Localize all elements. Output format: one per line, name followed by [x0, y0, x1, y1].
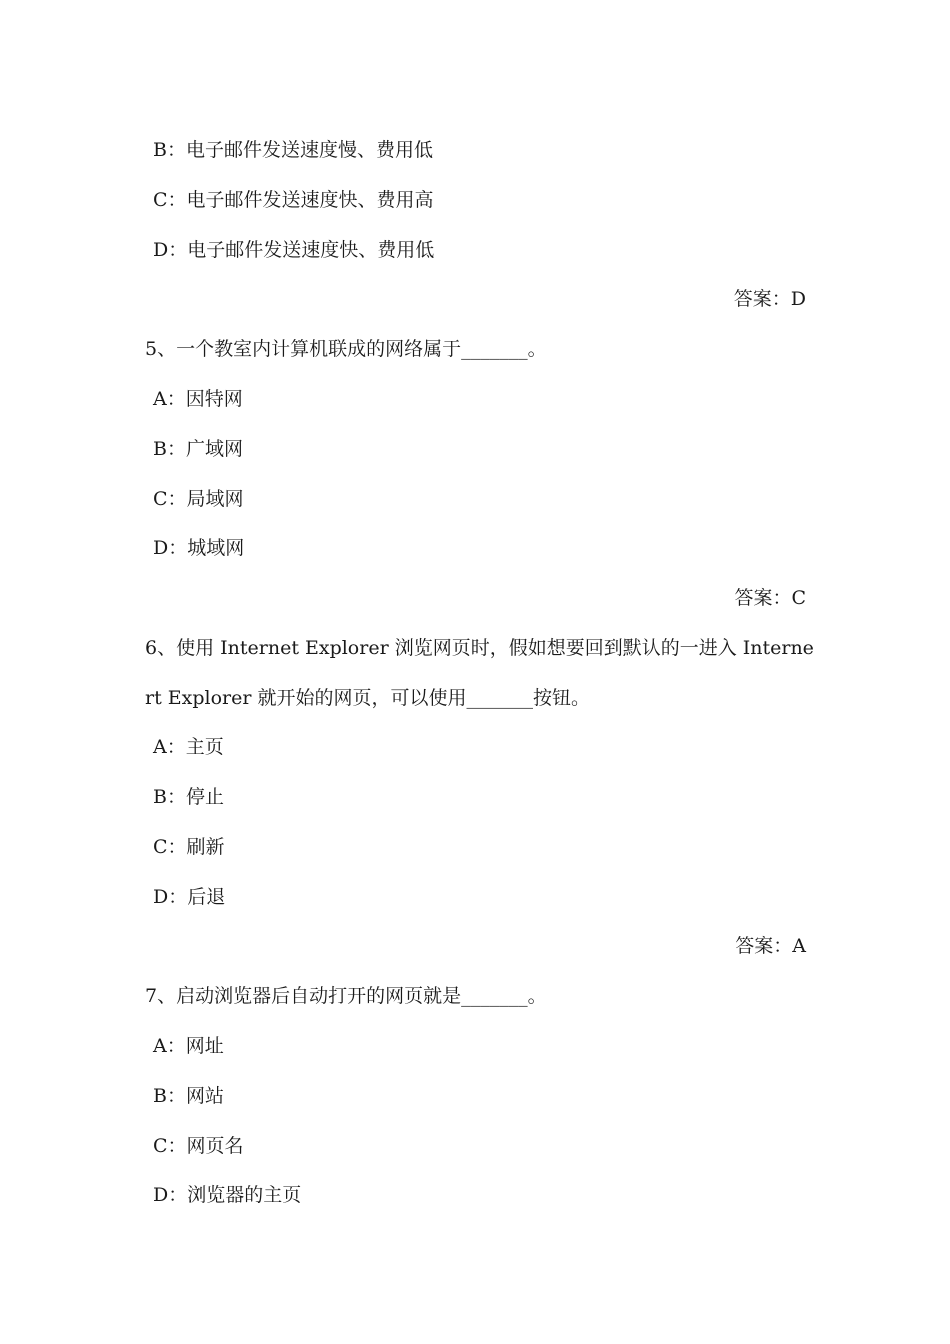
q4-answer: 答案：D: [733, 288, 806, 310]
q4-option-b: B：电子邮件发送速度慢、费用低: [153, 139, 433, 161]
q6-option-c: C：刷新: [153, 836, 225, 858]
q5-answer: 答案：C: [734, 587, 806, 609]
q6-question-line2: rt Explorer 就开始的网页，可以使用_______按钮。: [145, 687, 590, 709]
q7-question: 7、启动浏览器后自动打开的网页就是_______。: [145, 985, 547, 1007]
q7-option-b: B：网站: [153, 1085, 224, 1107]
q6-option-b: B：停止: [153, 786, 224, 808]
q5-option-d: D：城域网: [153, 537, 245, 559]
q6-option-d: D：后退: [153, 886, 226, 908]
q7-option-d: D：浏览器的主页: [153, 1184, 302, 1206]
q5-option-b: B：广域网: [153, 438, 243, 460]
q7-option-a: A：网址: [153, 1035, 224, 1057]
q4-option-d: D：电子邮件发送速度快、费用低: [153, 239, 435, 261]
q5-option-c: C：局域网: [153, 488, 244, 510]
q7-option-c: C：网页名: [153, 1135, 244, 1157]
q4-option-c: C：电子邮件发送速度快、费用高: [153, 189, 434, 211]
q5-option-a: A：因特网: [153, 388, 243, 410]
q6-option-a: A：主页: [153, 736, 224, 758]
q6-answer: 答案：A: [735, 935, 806, 957]
q5-question: 5、一个教室内计算机联成的网络属于_______。: [145, 338, 547, 360]
q6-question-line1: 6、使用 Internet Explorer 浏览网页时，假如想要回到默认的一进入 Interne: [145, 637, 814, 659]
